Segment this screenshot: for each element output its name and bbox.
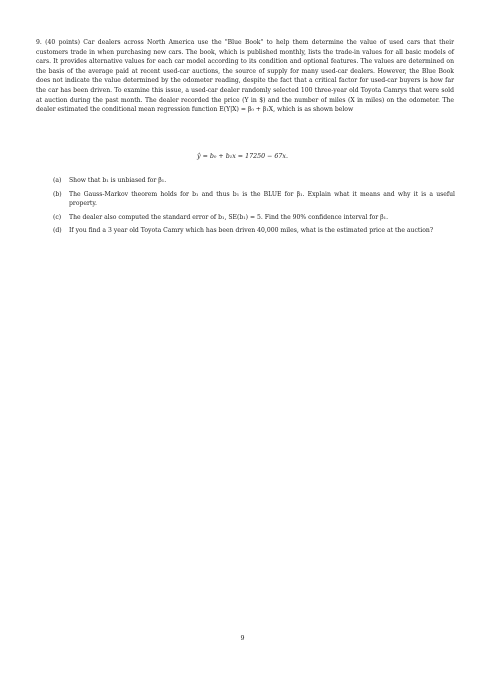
part-label: (b) (53, 190, 62, 198)
part-text: If you find a 3 year old Toyota Camry which has been driven 40,000 miles, what is the estimated price at the auction? (69, 227, 434, 235)
question-parts (53, 176, 455, 240)
part-a (53, 176, 455, 186)
part-text: Show that b₁ is unbiased for β₁. (69, 177, 167, 184)
part-b (53, 190, 455, 209)
question-body: Car dealers across North America use the "Blue Book" to help them determine the value of used cars that their customers trade in when purchasing new cars. The book, which is published monthly, lists the trade-in values for all basic models of cars. It provides alternative values for each car model according to its condition and optional features. The values are determined on the basis of the average paid at recent used-car auctions, the source of supply for many used-car dealers. However, the Blue Book does not indicate the value determined by the odometer reading, despite the fact that a critical factor for used-car buyers is how far the car has been driven. To examine this issue, a used-car dealer randomly selected 100 three-year old Toyota Camrys that were sold at auction during the past month. The dealer recorded the price (Y in $) and the number of miles (X in miles) on the odometer. The dealer estimated the conditional mean regression function E(Y|X) = β₀ + β₁X, which is as shown below (36, 39, 455, 114)
part-label: (c) (53, 213, 62, 221)
question-points: (40 points) (45, 39, 80, 46)
part-d (53, 226, 455, 236)
question-number: 9. (36, 39, 42, 46)
question-9 (36, 38, 454, 115)
part-label: (a) (53, 177, 62, 184)
page-number: 9 (240, 635, 245, 642)
part-c (53, 213, 455, 223)
part-label: (d) (53, 227, 62, 235)
part-text: The dealer also computed the standard error of b₁, SE(b₁) = 5. Find the 90% confidence interval for β₁. (69, 213, 389, 221)
regression-equation: ŷ = b₀ + b₁x = 17250 − 67x. (197, 153, 288, 160)
part-text: The Gauss-Markov theorem holds for b₁ and thus b₁ is the BLUE for β₁. Explain what it means and why it is a useful property. (69, 190, 455, 208)
